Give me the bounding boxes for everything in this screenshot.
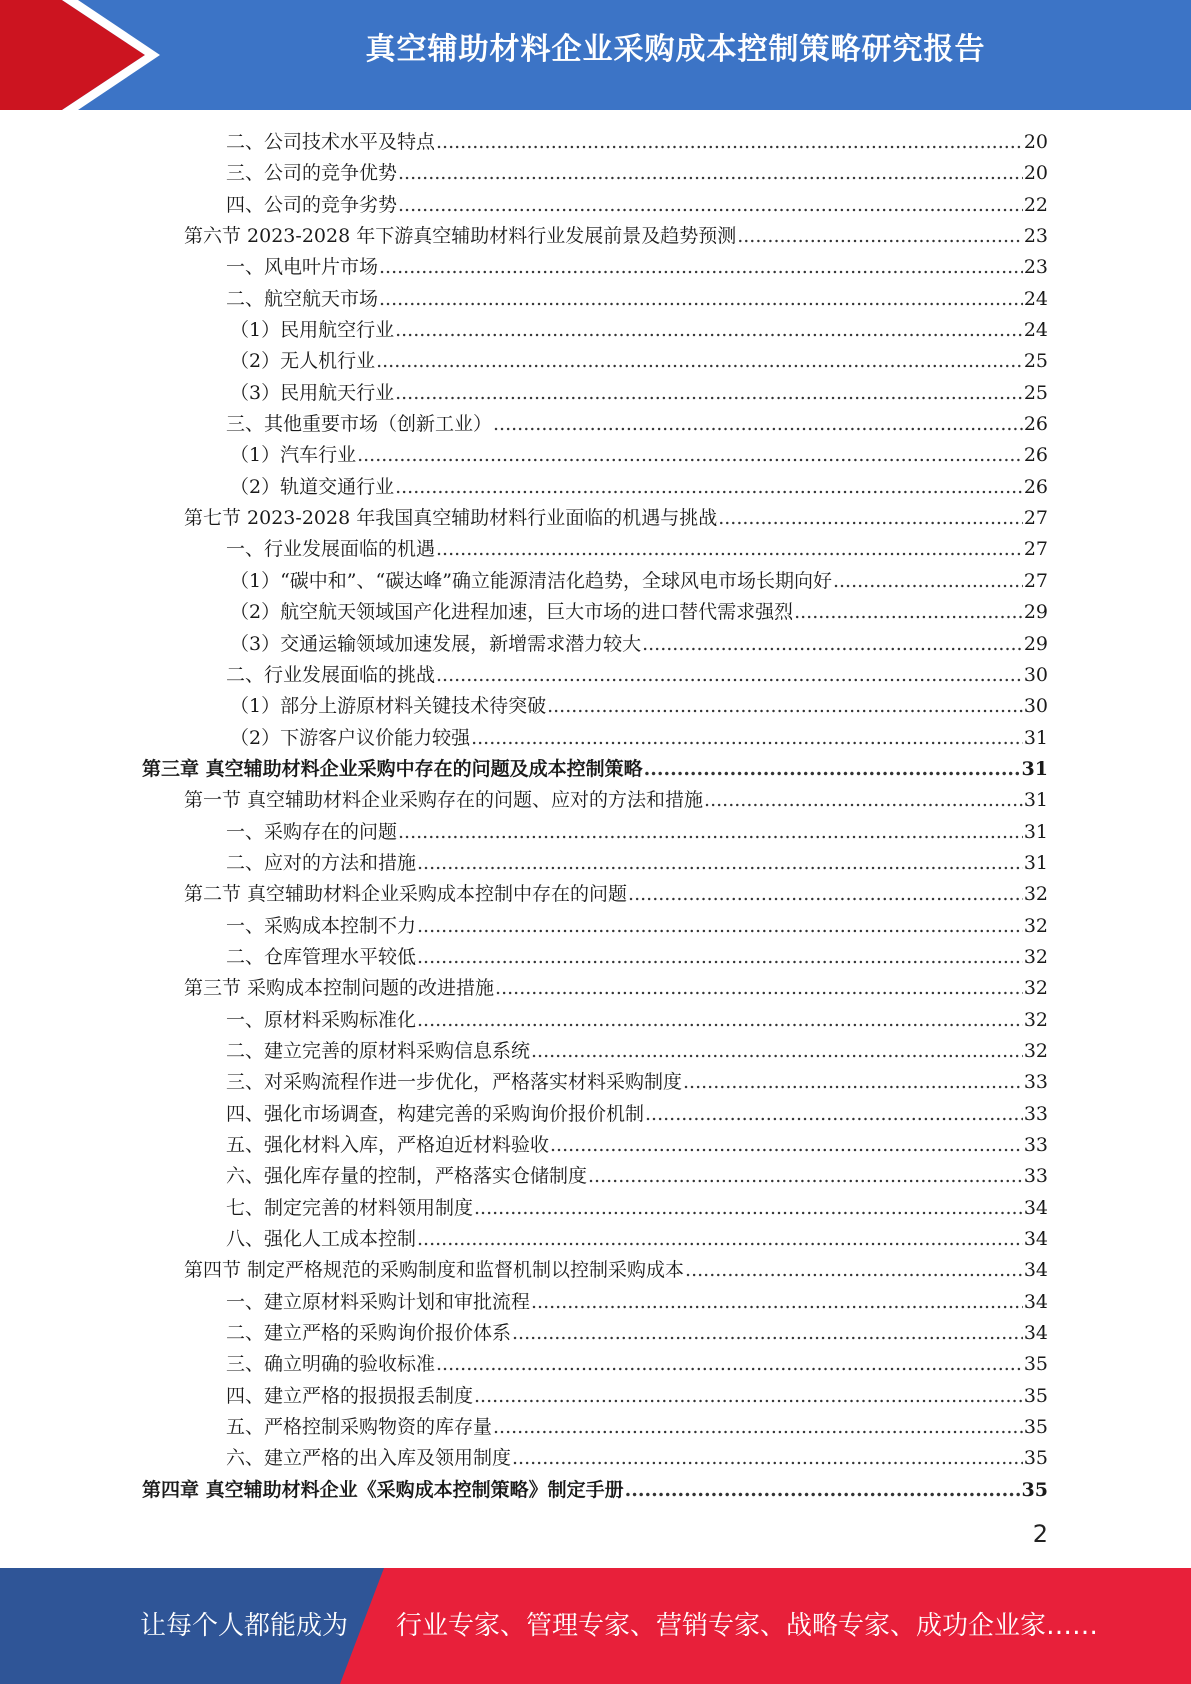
toc-leader-dots (398, 190, 1023, 221)
toc-leader-dots (436, 660, 1023, 691)
toc-entry-label: 一、行业发展面临的机遇 (226, 538, 436, 561)
toc-entry-page: 34 (1023, 1228, 1048, 1251)
toc-entry-label: 一、采购存在的问题 (226, 820, 398, 843)
toc-leader-dots (417, 1224, 1023, 1255)
toc-leader-dots (718, 503, 1023, 534)
toc-entry[interactable] (0, 472, 1048, 503)
toc-entry[interactable] (0, 660, 1048, 691)
toc-entry-label: （2）轨道交通行业 (230, 475, 395, 498)
toc-entry-page: 35 (1023, 1384, 1048, 1407)
toc-leader-dots (395, 472, 1023, 503)
toc-entry[interactable] (0, 1287, 1048, 1318)
toc-entry-page: 20 (1023, 162, 1048, 185)
page-number: 2 (1032, 1520, 1048, 1548)
toc-entry[interactable] (0, 1443, 1048, 1474)
toc-entry-page: 34 (1023, 1259, 1048, 1282)
toc-entry-page: 35 (1023, 1416, 1048, 1439)
toc-leader-dots (395, 315, 1023, 346)
toc-entry[interactable] (0, 158, 1048, 189)
toc-entry-page: 33 (1023, 1134, 1048, 1156)
toc-entry-label: （1）部分上游原材料关键技术待突破 (230, 695, 547, 718)
toc-entry[interactable] (0, 127, 1048, 158)
toc-entry[interactable] (0, 1099, 1048, 1130)
toc-entry-page: 32 (1023, 977, 1048, 1000)
toc-entry[interactable] (0, 1005, 1048, 1036)
toc-entry-label: 三、确立明确的验收标准 (226, 1353, 436, 1376)
toc-leader-dots (395, 378, 1023, 409)
toc-entry[interactable] (0, 534, 1048, 565)
toc-leader-dots (531, 1287, 1023, 1318)
toc-entry[interactable] (0, 911, 1048, 942)
toc-entry[interactable] (0, 1067, 1048, 1098)
toc-entry-page: 33 (1023, 1165, 1048, 1188)
toc-entry-page: 30 (1023, 663, 1048, 686)
toc-leader-dots (737, 221, 1023, 252)
toc-leader-dots (704, 785, 1023, 816)
toc-entry[interactable] (0, 942, 1048, 973)
toc-entry-page: 27 (1023, 538, 1048, 561)
toc-entry-label: 三、对采购流程作进一步优化，严格落实材料采购制度 (226, 1071, 683, 1094)
toc-entry-label: （2）下游客户议价能力较强 (230, 726, 471, 749)
toc-entry-label: 一、风电叶片市场 (226, 256, 379, 279)
toc-entry-label: 第四章 真空辅助材料企业《采购成本控制策略》制定手册 (142, 1478, 624, 1501)
toc-entry[interactable] (0, 1412, 1048, 1443)
toc-entry-label: 六、建立严格的出入库及领用制度 (226, 1447, 512, 1470)
toc-leader-dots (512, 1443, 1023, 1474)
toc-entry[interactable] (0, 1349, 1048, 1380)
toc-entry-label: 第三章 真空辅助材料企业采购中存在的问题及成本控制策略 (142, 757, 643, 780)
toc-entry-page: 26 (1023, 475, 1048, 498)
toc-leader-dots (642, 629, 1023, 660)
toc-entry-page: 25 (1023, 381, 1048, 404)
toc-leader-dots (376, 346, 1023, 377)
toc-entry-label: （2）无人机行业 (230, 350, 376, 373)
toc-entry-page: 25 (1023, 350, 1048, 373)
toc-entry-label: 二、建立完善的原材料采购信息系统 (226, 1039, 531, 1062)
toc-entry-page: 30 (1023, 695, 1048, 718)
toc-entry-page: 23 (1023, 225, 1048, 248)
toc-entry-page: 35 (1021, 1478, 1048, 1501)
toc-entry[interactable] (0, 879, 1048, 910)
toc-entry-page: 34 (1023, 1196, 1048, 1219)
toc-entry[interactable] (0, 1193, 1048, 1224)
toc-entry-page: 34 (1023, 1322, 1048, 1345)
page-footer (0, 1568, 1191, 1684)
toc-entry-label: （3）民用航天行业 (230, 381, 395, 404)
toc-entry[interactable] (0, 817, 1048, 848)
toc-entry-page: 29 (1023, 601, 1048, 624)
toc-entry[interactable] (0, 315, 1048, 346)
toc-entry-label: （3）交通运输领域加速发展，新增需求潜力较大 (230, 632, 642, 655)
toc-entry[interactable] (0, 597, 1048, 628)
page-header (0, 0, 1191, 110)
toc-entry-page: 35 (1023, 1447, 1048, 1470)
report-title: 真空辅助材料企业采购成本控制策略研究报告 (365, 32, 986, 67)
toc-entry-page: 32 (1023, 1039, 1048, 1062)
toc-entry-page: 29 (1023, 632, 1048, 655)
toc-leader-dots (685, 1255, 1023, 1286)
toc-entry-label: 第一节 真空辅助材料企业采购存在的问题、应对的方法和措施 (184, 789, 704, 812)
table-of-contents (0, 127, 1191, 1506)
toc-entry[interactable] (0, 503, 1048, 534)
chevron-arrow-icon (0, 0, 160, 110)
toc-entry[interactable] (0, 1036, 1048, 1067)
toc-entry-page: 27 (1023, 507, 1048, 530)
toc-leader-dots (833, 566, 1023, 597)
toc-entry[interactable] (0, 691, 1048, 722)
toc-entry-page: 33 (1023, 1102, 1048, 1125)
toc-entry-label: 三、其他重要市场（创新工业） (226, 413, 493, 436)
toc-entry-page: 22 (1023, 193, 1048, 216)
toc-entry-label: 五、严格控制采购物资的库存量 (226, 1416, 493, 1439)
toc-entry-page: 31 (1023, 820, 1048, 843)
toc-entry-label: 第二节 真空辅助材料企业采购成本控制中存在的问题 (184, 883, 628, 906)
toc-leader-dots (398, 158, 1023, 189)
toc-leader-dots (512, 1318, 1023, 1349)
toc-entry-label: 二、航空航天市场 (226, 287, 379, 310)
toc-entry-label: 四、强化市场调查，构建完善的采购询价报价机制 (226, 1102, 645, 1125)
toc-entry-label: 七、制定完善的材料领用制度 (226, 1196, 474, 1219)
toc-entry[interactable] (0, 440, 1048, 471)
toc-entry-label: 一、原材料采购标准化 (226, 1008, 417, 1031)
toc-leader-dots (474, 1381, 1023, 1412)
toc-entry-label: 四、建立严格的报损报丢制度 (226, 1384, 474, 1407)
toc-entry[interactable] (0, 409, 1048, 440)
toc-entry[interactable] (0, 1475, 1048, 1506)
toc-entry-page: 26 (1023, 413, 1048, 436)
toc-entry-label: 四、公司的竞争劣势 (226, 193, 398, 216)
toc-entry[interactable] (0, 252, 1048, 283)
toc-entry[interactable] (0, 1318, 1048, 1349)
toc-entry-page: 31 (1023, 789, 1048, 812)
toc-leader-dots (471, 723, 1023, 754)
toc-entry[interactable] (0, 190, 1048, 221)
toc-entry-page: 26 (1023, 444, 1048, 467)
toc-entry-page: 31 (1023, 851, 1048, 874)
toc-entry-page: 24 (1023, 287, 1048, 310)
toc-leader-dots (417, 848, 1023, 879)
toc-entry-label: （1）汽车行业 (230, 444, 357, 467)
toc-leader-dots (417, 911, 1023, 942)
toc-entry-label: 二、仓库管理水平较低 (226, 945, 417, 968)
toc-entry-label: 三、公司的竞争优势 (226, 162, 398, 185)
footer-slogan-left: 让每个人都能成为 (140, 1611, 349, 1641)
toc-entry[interactable] (0, 754, 1048, 785)
toc-entry-label: 二、行业发展面临的挑战 (226, 663, 436, 686)
toc-entry[interactable] (0, 1255, 1048, 1286)
toc-entry-page: 24 (1023, 319, 1048, 342)
footer-slogan-right: 行业专家、管理专家、营销专家、战略专家、成功企业家…… (396, 1611, 1099, 1641)
toc-leader-dots (625, 1475, 1021, 1506)
toc-entry[interactable] (0, 848, 1048, 879)
toc-entry[interactable] (0, 973, 1048, 1004)
toc-entry-page: 31 (1023, 726, 1048, 749)
toc-leader-dots (644, 754, 1021, 785)
toc-leader-dots (436, 127, 1023, 158)
toc-entry-label: 第四节 制定严格规范的采购制度和监督机制以控制采购成本 (184, 1259, 685, 1282)
toc-entry-label: 八、强化人工成本控制 (226, 1228, 417, 1251)
toc-entry-page: 32 (1023, 1008, 1048, 1031)
toc-entry-page: 32 (1023, 883, 1048, 906)
toc-entry[interactable] (0, 1224, 1048, 1255)
toc-entry[interactable] (0, 629, 1048, 660)
toc-leader-dots (588, 1161, 1023, 1192)
toc-leader-dots (417, 942, 1023, 973)
toc-leader-dots (683, 1067, 1023, 1098)
toc-leader-dots (493, 1412, 1023, 1443)
toc-entry-label: 第七节 2023-2028 年我国真空辅助材料行业面临的机遇与挑战 (184, 507, 718, 530)
toc-entry-label: 二、建立严格的采购询价报价体系 (226, 1322, 512, 1345)
toc-entry-label: （1）“碳中和”、“碳达峰”确立能源清洁化趋势，全球风电市场长期向好 (230, 569, 832, 592)
toc-entry-page: 31 (1021, 757, 1048, 780)
toc-entry-page: 33 (1023, 1071, 1048, 1094)
toc-leader-dots (379, 252, 1023, 283)
toc-leader-dots (547, 691, 1023, 722)
toc-entry-page: 20 (1023, 131, 1048, 153)
toc-leader-dots (794, 597, 1023, 628)
toc-entry[interactable] (0, 723, 1048, 754)
toc-entry-label: 一、建立原材料采购计划和审批流程 (226, 1290, 531, 1313)
toc-entry-page: 23 (1023, 256, 1048, 279)
toc-leader-dots (357, 440, 1023, 471)
toc-leader-dots (436, 1349, 1023, 1380)
toc-entry-label: （1）民用航空行业 (230, 319, 395, 342)
toc-entry-page: 32 (1023, 945, 1048, 968)
toc-leader-dots (436, 534, 1023, 565)
toc-leader-dots (550, 1130, 1023, 1161)
toc-leader-dots (493, 409, 1023, 440)
toc-leader-dots (628, 879, 1023, 910)
toc-entry-page: 35 (1023, 1353, 1048, 1376)
toc-entry-page: 32 (1023, 914, 1048, 937)
toc-entry[interactable] (0, 1381, 1048, 1412)
toc-leader-dots (379, 284, 1023, 315)
toc-entry[interactable] (0, 378, 1048, 409)
toc-entry-label: 二、公司技术水平及特点 (226, 131, 436, 153)
toc-entry-page: 34 (1023, 1290, 1048, 1313)
toc-leader-dots (531, 1036, 1023, 1067)
toc-leader-dots (495, 973, 1023, 1004)
toc-leader-dots (474, 1193, 1023, 1224)
toc-entry-label: 五、强化材料入库，严格迫近材料验收 (226, 1134, 550, 1156)
toc-entry-label: 六、强化库存量的控制，严格落实仓储制度 (226, 1165, 588, 1188)
toc-entry[interactable] (0, 1130, 1048, 1161)
toc-entry-page: 27 (1023, 569, 1048, 592)
toc-entry[interactable] (0, 785, 1048, 816)
toc-entry[interactable] (0, 284, 1048, 315)
toc-leader-dots (398, 817, 1023, 848)
toc-leader-dots (417, 1005, 1023, 1036)
toc-entry[interactable] (0, 346, 1048, 377)
toc-entry-label: （2）航空航天领域国产化进程加速，巨大市场的进口替代需求强烈 (230, 601, 794, 624)
toc-leader-dots (645, 1099, 1023, 1130)
toc-entry[interactable] (0, 221, 1048, 252)
toc-entry-label: 第三节 采购成本控制问题的改进措施 (184, 977, 495, 1000)
toc-entry[interactable] (0, 566, 1048, 597)
toc-entry-label: 第六节 2023-2028 年下游真空辅助材料行业发展前景及趋势预测 (184, 225, 737, 248)
toc-entry[interactable] (0, 1161, 1048, 1192)
toc-entry-label: 一、采购成本控制不力 (226, 914, 417, 937)
toc-entry-label: 二、应对的方法和措施 (226, 851, 417, 874)
